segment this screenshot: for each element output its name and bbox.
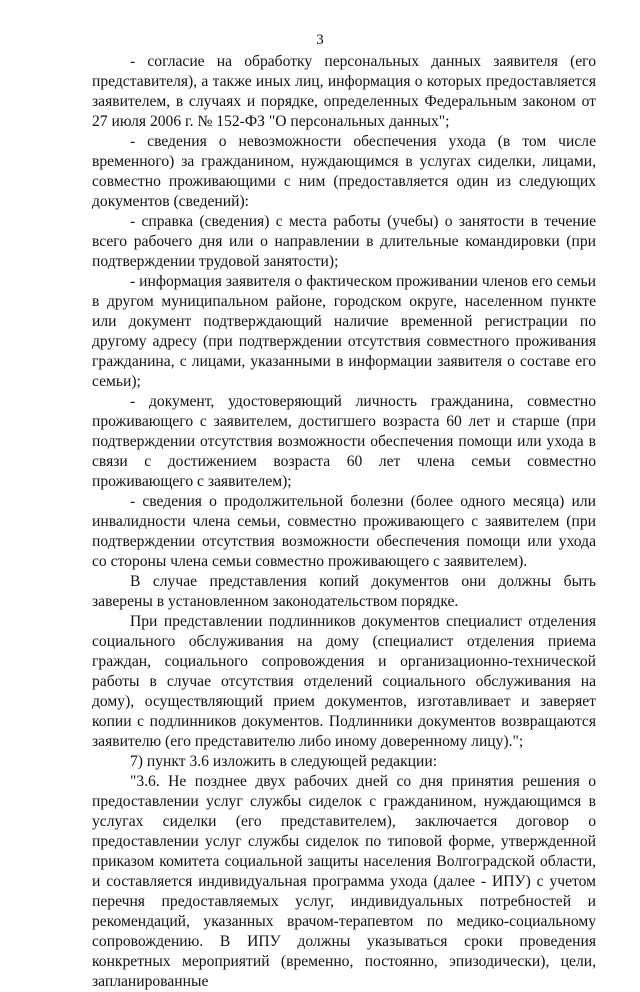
paragraph-clause-3-6: "3.6. Не позднее двух рабочих дней со дня принятия решения о предоставлении услуг службы сиделок с гражданином, нуждающимся в услугах сиделки (его представителем), заключается договор о предоставлении услуг службы сиделок по типовой форме, утвержденной приказом комитета социальной защиты населения Волгоградской области, и составляется индивидуальная программа ухода (далее - ИПУ) с учетом перечня предоставляемых услуг, индивидуальных потребностей и рекомендаций, указанных врачом-терапевтом по медико-социальному сопровождению. В ИПУ должны указываться сроки проведения конкретных мероприятий (временно, постоянно, эпизодически), цели, запланированные	[92, 773, 596, 990]
paragraph-work-certificate: - справка (сведения) с места работы (учебы) о занятости в течение всего рабочего дня или о направлении в длительные командировки (при подтверждении трудовой занятости);	[92, 213, 596, 270]
paragraph-residence-info: - информация заявителя о фактическом проживании членов его семьи в другом муниципальном районе, городском округе, населенном пункте или документ подтверждающий наличие временной регистрации по другому адресу (при подтверждении отсутствия совместного проживания гражданина, с лицами, указанными в информации заявителя о составе его семьи);	[92, 273, 596, 390]
paragraph-originals-procedure: При представлении подлинников документов специалист отделения социального обслуживания на дому (специалист отделения приема граждан, социального сопровождения и организационно-технической работы в случае отсутствия отделений социального обслуживания на дому), осуществляющий прием документов, изготавливает и заверяет копии с подлинников документов. Подлинники документов возвращаются заявителю (его представителю либо иному доверенному лицу).";	[92, 613, 596, 750]
document-body	[92, 52, 596, 992]
paragraph-consent-personal-data: - согласие на обработку персональных данных заявителя (его представителя), а также иных лиц, информация о которых предоставляется заявителем, в случаях и порядке, определенных Федеральным законом от 27 июля 2006 г. № 152-ФЗ "О персональных данных";	[92, 53, 596, 130]
paragraph-item-7: 7) пункт 3.6 изложить в следующей редакции:	[130, 753, 438, 770]
paragraph-illness-info: - сведения о продолжительной болезни (более одного месяца) или инвалидности члена семьи, совместно проживающего с заявителем (при подтверждении отсутствия возможности обеспечения помощи или ухода со стороны члена семьи совместно проживающего с заявителем).	[92, 493, 596, 570]
paragraph-care-impossibility-info: - сведения о невозможности обеспечения ухода (в том числе временного) за гражданином, нуждающимся в услугах сиделки, лицами, совместно проживающими с ним (предоставляется один из следующих документов (сведений):	[92, 133, 596, 210]
page-number: 3	[316, 32, 324, 48]
paragraph-copies-certification: В случае представления копий документов они должны быть заверены в установленном законодательством порядке.	[92, 573, 596, 610]
paragraph-identity-document: - документ, удостоверяющий личность гражданина, совместно проживающего с заявителем, достигшего возраста 60 лет и старше (при подтверждении отсутствия возможности обеспечения помощи или ухода в связи с достижением возраста 60 лет члена семьи совместно проживающего с заявителем);	[92, 393, 596, 490]
